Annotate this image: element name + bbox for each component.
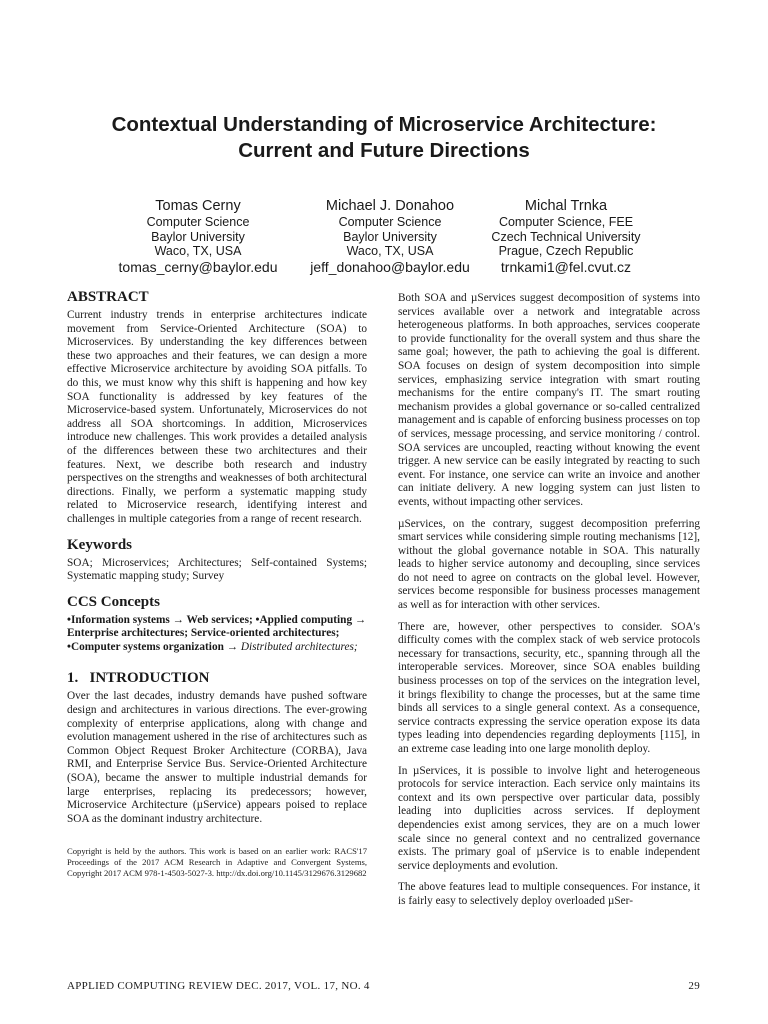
ccs-text — [67, 614, 367, 655]
title-line-2: Current and Future Directions — [238, 139, 530, 162]
author-org: Czech Technical University — [491, 229, 641, 244]
page-number: 29 — [688, 980, 700, 992]
introduction-heading: 1. INTRODUCTION — [67, 670, 210, 687]
author-location: Waco, TX, USA — [346, 244, 434, 258]
author-email: jeff_donahoo@baylor.edu — [310, 258, 470, 275]
author-email: trnkami1@fel.cvut.cz — [500, 258, 632, 275]
body-paragraph: µServices, on the contrary, suggest decomposition preferring smart services while considering simple routing mechanisms [12], without the global governance notable in SOA. This naturally leads to higher service autonomy and decoupling, since services do not need to agree on contracts on the global level. However, services become responsible for business processes management as well as for interaction with other services. — [398, 517, 700, 612]
abstract-text: Current industry trends in enterprise architectures indicate movement from Service-Oriented Architecture (SOA) to Microservices. By understanding the key differences between these two approaches and their features, we can design a more effective Microservice architecture by avoiding SOA pitfalls. To do this, we must know why this shift is happening and how key SOA functionality is addressed by key features of the Microservice-based system. Unfortunately, Microservices do not address all SOA shortcomings. In addition, Microservices introduce new challenges. This work provides a detailed analysis of the differences between these two architectures and their features. Next, we describe both research and industry perspectives on the strengths and weaknesses of both architectural directions. Finally, we perform a systematic mapping study related to Microservice research, identifying interest and challenges in multiple categories from a range of recent research. — [67, 309, 367, 525]
author-dept: Computer Science, FEE — [498, 215, 634, 229]
ccs-concepts-bold: •Information systems → Web services; •Applied computing → Enterprise architectures; Service-oriented architectures; •Computer systems organization → — [67, 613, 367, 653]
author-block-2 — [292, 197, 488, 276]
author-block-3 — [476, 197, 656, 276]
introduction-text: Over the last decades, industry demands have pushed software design and architectures in various directions. The ever-growing complexity of enterprise applications, along with change and evolution management ushered in the rise of architectures such as Common Object Request Broker Architecture (CORBA), Java RMI, and Enterprise Service Bus. Service-Oriented Architecture (SOA), became the answer to multiple industrial demands for large enterprises, replacing its predecessors; however, Microservice Architecture (µService) appears poised to replace SOA as the dominant industry architecture. — [67, 690, 367, 825]
right-column — [398, 292, 700, 917]
author-name: Michael J. Donahoo — [325, 198, 455, 214]
author-name: Tomas Cerny — [155, 198, 241, 214]
abstract-heading: ABSTRACT — [67, 289, 149, 305]
author-dept: Computer Science — [146, 215, 250, 229]
body-paragraph: Both SOA and µServices suggest decomposition of systems into services available over a network and integratable across heterogeneous platforms. In both approaches, services cooperate to provide functionality for the overall system and thus share the same goal; however, the path to achieving the goal is different. SOA focuses on design of system decomposition into simple services, emphasizing service integration with smart routing mechanisms for the entire company's IT. The smart routing mechanism provides a global governance or so-called centralized management and is capable of enforcing business processes on top of services, message processing, and service monitoring / control. SOA services are uncoupled, reacting without knowing the event trigger. A new service can be easily integrated by reacting to such event. For instance, one service can write an invoice and another can initiate delivery. A new logging system can just listen to events, without impacting other services. — [398, 292, 700, 508]
author-dept: Computer Science — [338, 215, 442, 229]
title-line-1: Contextual Understanding of Microservice Architecture: — [111, 113, 657, 136]
author-block-1 — [98, 197, 298, 276]
paper-title — [40, 112, 728, 164]
author-email: tomas_cerny@baylor.edu — [118, 258, 278, 275]
author-name: Michal Trnka — [524, 198, 608, 214]
author-org: Baylor University — [151, 229, 245, 244]
copyright-notice: Copyright is held by the authors. This work is based on an earlier work: RACS'17 Proceedings of the 2017 ACM Research in Adaptive and Convergent Systems, Copyright 2017 ACM 978-1-4503-5027-3. http://dx.doi.org/10.1145/3129676.3129682 — [67, 846, 367, 878]
body-paragraph: There are, however, other perspectives to consider. SOA's difficulty comes with the complex stack of web service protocols necessary for transactions, security, etc., spanning through all the interoperable services. Moreover, since SOA enables building business processes on top of the services on the integration level, it brings flexibility to change the processes, but at the same time binds all services to a single general context. As a consequence, service contracts expressing the service operation expose its data types leading into dependencies regarding deployments [115], in an extreme case leading into one large monolith deploy. — [398, 620, 700, 755]
author-location: Waco, TX, USA — [154, 244, 242, 258]
body-paragraph: The above features lead to multiple consequences. For instance, it is fairly easy to selectively deploy overloaded µSer- — [398, 881, 700, 907]
keywords-heading: Keywords — [67, 536, 132, 553]
journal-name: APPLIED COMPUTING REVIEW DEC. 2017, VOL. 17, NO. 4 — [67, 980, 370, 992]
author-org: Baylor University — [343, 229, 437, 244]
ccs-heading: CCS Concepts — [67, 593, 160, 610]
ccs-concepts-italic: Distributed architectures; — [240, 640, 358, 653]
body-paragraph: In µServices, it is possible to involve light and heterogeneous protocols for service interaction. Each service only maintains its context and its own perspective over particular data, possibly leading into duplicities across services. If deployment dependencies exist among services, they are on a much lower scale since no general context and no centralized governance exists. The primary goal of µService is to enable independent service deployments and evolution. — [398, 764, 700, 872]
author-location: Prague, Czech Republic — [498, 244, 634, 258]
left-column — [67, 288, 367, 878]
keywords-text: SOA; Microservices; Architectures; Self-contained Systems; Systematic mapping study; Survey — [67, 556, 367, 583]
